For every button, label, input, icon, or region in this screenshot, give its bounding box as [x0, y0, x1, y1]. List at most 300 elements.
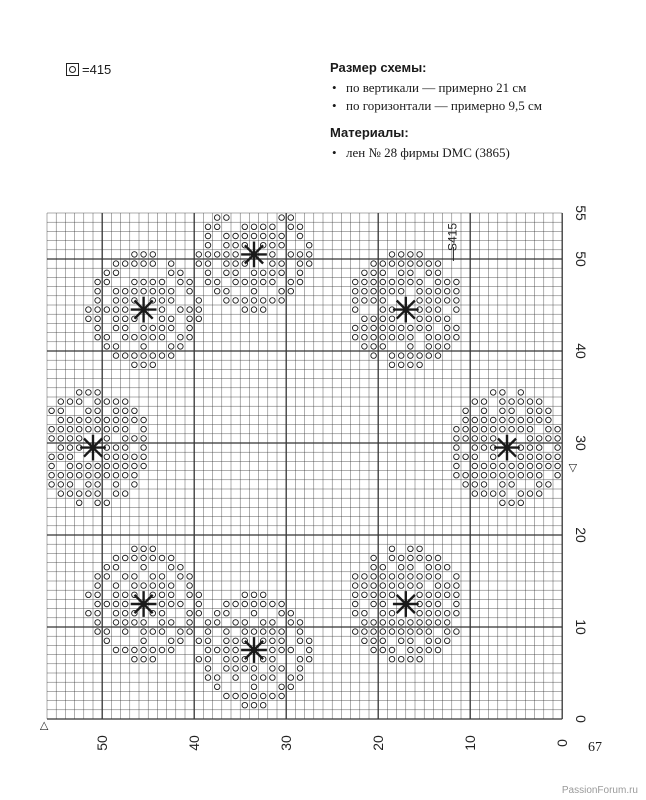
stitch-mark [168, 638, 174, 644]
stitch-mark [426, 620, 432, 626]
stitch-mark [398, 629, 404, 635]
stitch-mark [260, 270, 266, 276]
stitch-mark [233, 252, 239, 258]
stitch-mark [417, 252, 423, 258]
stitch-mark [58, 482, 64, 488]
stitch-mark [481, 445, 487, 451]
stitch-mark [168, 353, 174, 359]
stitch-mark [224, 288, 230, 294]
stitch-mark [371, 298, 377, 304]
stitch-mark [435, 574, 441, 580]
stitch-mark [536, 472, 542, 478]
stitch-mark [490, 426, 496, 432]
stitch-mark [95, 316, 101, 322]
stitch-mark [500, 482, 506, 488]
stitch-mark [435, 638, 441, 644]
stitch-mark [251, 270, 257, 276]
materials-item: • лен № 28 фирмы DMC (3865) [330, 144, 630, 162]
stitch-mark [150, 279, 156, 285]
stitch-mark [122, 261, 128, 267]
stitch-mark [168, 270, 174, 276]
stitch-mark [417, 574, 423, 580]
stitch-mark [251, 702, 257, 708]
stitch-mark [509, 426, 515, 432]
stitch-mark [159, 307, 165, 313]
stitch-mark [408, 252, 414, 258]
stitch-mark [251, 298, 257, 304]
stitch-mark [104, 417, 110, 423]
bottom-axis-label: 30 [278, 735, 295, 751]
stitch-mark [371, 583, 377, 589]
stitch-mark [546, 408, 552, 414]
stitch-mark [389, 647, 395, 653]
stitch-mark [113, 647, 119, 653]
stitch-mark [362, 334, 368, 340]
stitch-mark [518, 417, 524, 423]
stitch-mark [150, 288, 156, 294]
stitch-mark [104, 344, 110, 350]
stitch-mark [104, 270, 110, 276]
stitch-mark [435, 334, 441, 340]
stitch-mark [178, 344, 184, 350]
stitch-mark [352, 574, 358, 580]
stitch-mark [454, 325, 460, 331]
stitch-mark [472, 491, 478, 497]
stitch-mark [490, 454, 496, 460]
stitch-mark [509, 472, 515, 478]
stitch-mark [224, 638, 230, 644]
stitch-mark [178, 629, 184, 635]
stitch-mark [555, 436, 561, 442]
right-axis-label: 40 [573, 343, 590, 359]
stitch-mark [536, 417, 542, 423]
stitch-mark [132, 252, 138, 258]
stitch-mark [371, 270, 377, 276]
stitch-mark [389, 629, 395, 635]
stitch-mark [536, 436, 542, 442]
stitch-mark [279, 684, 285, 690]
stitch-mark [444, 316, 450, 322]
stitch-mark [95, 307, 101, 313]
stitch-mark [509, 399, 515, 405]
stitch-mark [270, 261, 276, 267]
right-axis-label: 30 [573, 435, 590, 451]
stitch-mark [546, 463, 552, 469]
stitch-mark [389, 583, 395, 589]
stitch-mark [536, 482, 542, 488]
stitch-mark [408, 629, 414, 635]
stitch-mark [389, 279, 395, 285]
stitch-mark [168, 564, 174, 570]
stitch-mark [260, 298, 266, 304]
stitch-mark [95, 601, 101, 607]
stitch-mark [398, 620, 404, 626]
stitch-mark [168, 316, 174, 322]
stitch-mark [196, 252, 202, 258]
stitch-mark [546, 426, 552, 432]
stitch-mark [380, 610, 386, 616]
stitch-mark [178, 574, 184, 580]
stitch-mark [242, 666, 248, 672]
stitch-mark [417, 316, 423, 322]
stitch-mark [389, 325, 395, 331]
stitch-mark [150, 353, 156, 359]
stitch-mark [178, 601, 184, 607]
stitch-mark [260, 592, 266, 598]
stitch-mark [297, 224, 303, 230]
stitch-mark [159, 555, 165, 561]
stitch-mark [214, 684, 220, 690]
stitch-mark [260, 620, 266, 626]
stitch-mark [224, 298, 230, 304]
stitch-mark [417, 592, 423, 598]
stitch-mark [122, 629, 128, 635]
stitch-mark [233, 270, 239, 276]
stitch-mark [214, 647, 220, 653]
stitch-mark [178, 279, 184, 285]
materials-heading: Материалы: [330, 125, 409, 140]
stitch-mark [224, 610, 230, 616]
stitch-mark [279, 693, 285, 699]
stitch-mark [435, 555, 441, 561]
stitch-mark [242, 693, 248, 699]
stitch-mark [426, 647, 432, 653]
stitch-mark [417, 656, 423, 662]
stitch-mark [352, 298, 358, 304]
stitch-mark [113, 564, 119, 570]
stitch-mark [380, 261, 386, 267]
stitch-mark [113, 325, 119, 331]
stitch-mark [408, 555, 414, 561]
stitch-mark [435, 353, 441, 359]
stitch-mark [242, 307, 248, 313]
stitch-mark [95, 500, 101, 506]
stitch-mark [270, 675, 276, 681]
stitch-mark [251, 666, 257, 672]
stitch-mark [260, 693, 266, 699]
stitch-mark [205, 270, 211, 276]
stitch-mark [371, 629, 377, 635]
stitch-mark [150, 583, 156, 589]
stitch-mark [122, 353, 128, 359]
stitch-mark [454, 574, 460, 580]
stitch-mark [500, 463, 506, 469]
stitch-mark [352, 610, 358, 616]
stitch-mark [454, 463, 460, 469]
stitch-mark [196, 261, 202, 267]
stitch-mark [86, 307, 92, 313]
stitch-mark [481, 417, 487, 423]
stitch-mark [426, 270, 432, 276]
stitch-mark [205, 242, 211, 248]
stitch-mark [362, 592, 368, 598]
stitch-mark [546, 454, 552, 460]
stitch-mark [95, 417, 101, 423]
stitch-mark [527, 399, 533, 405]
stitch-mark [150, 546, 156, 552]
stitch-mark [380, 288, 386, 294]
stitch-mark [132, 555, 138, 561]
stitch-mark [500, 390, 506, 396]
stitch-mark [371, 325, 377, 331]
stitch-mark [242, 224, 248, 230]
stitch-mark [113, 426, 119, 432]
stitch-mark [95, 629, 101, 635]
stitch-mark [67, 445, 73, 451]
stitch-mark [132, 417, 138, 423]
stitch-mark [187, 316, 193, 322]
stitch-mark [490, 417, 496, 423]
stitch-mark [444, 279, 450, 285]
stitch-mark [205, 620, 211, 626]
stitch-mark [435, 610, 441, 616]
stitch-mark [187, 288, 193, 294]
stitch-mark [463, 472, 469, 478]
stitch-mark [527, 445, 533, 451]
stitch-mark [454, 334, 460, 340]
stitch-mark [518, 454, 524, 460]
stitch-mark [380, 344, 386, 350]
stitch-mark [454, 601, 460, 607]
stitch-mark [141, 436, 147, 442]
stitch-mark [389, 620, 395, 626]
stitch-mark [380, 325, 386, 331]
stitch-mark [150, 334, 156, 340]
stitch-mark [527, 408, 533, 414]
stitch-mark [150, 647, 156, 653]
stitch-mark [380, 638, 386, 644]
stitch-mark [454, 426, 460, 432]
stitch-mark [527, 472, 533, 478]
stitch-mark [67, 463, 73, 469]
stitch-mark [297, 620, 303, 626]
stitch-mark [288, 620, 294, 626]
stitch-mark [205, 252, 211, 258]
stitch-mark [279, 288, 285, 294]
stitch-mark [113, 583, 119, 589]
stitch-mark [380, 334, 386, 340]
stitch-mark [454, 592, 460, 598]
stitch-mark [187, 334, 193, 340]
stitch-mark [270, 666, 276, 672]
stitch-mark [196, 307, 202, 313]
stitch-mark [95, 325, 101, 331]
stitch-mark [95, 390, 101, 396]
stitch-mark [463, 417, 469, 423]
stitch-mark [371, 592, 377, 598]
stitch-mark [113, 307, 119, 313]
stitch-mark [500, 472, 506, 478]
stitch-mark [141, 353, 147, 359]
stitch-mark [454, 307, 460, 313]
stitch-mark [426, 261, 432, 267]
stitch-mark [242, 592, 248, 598]
stitch-mark [426, 334, 432, 340]
stitch-mark [168, 647, 174, 653]
watermark: PassionForum.ru [561, 785, 638, 796]
stitch-mark [362, 325, 368, 331]
stitch-mark [168, 261, 174, 267]
stitch-mark [251, 307, 257, 313]
stitch-mark [95, 334, 101, 340]
stitch-mark [132, 436, 138, 442]
stitch-mark [122, 288, 128, 294]
stitch-mark [242, 298, 248, 304]
stitch-mark [518, 390, 524, 396]
stitch-mark [435, 620, 441, 626]
stitch-mark [104, 463, 110, 469]
stitch-mark [398, 334, 404, 340]
stitch-mark [187, 610, 193, 616]
stitch-mark [380, 564, 386, 570]
stitch-mark [527, 491, 533, 497]
stitch-mark [104, 500, 110, 506]
stitch-mark [454, 454, 460, 460]
stitch-mark [481, 436, 487, 442]
stitch-mark [555, 426, 561, 432]
stitch-mark [297, 638, 303, 644]
stitch-mark [104, 307, 110, 313]
stitch-mark [352, 288, 358, 294]
stitch-mark [398, 325, 404, 331]
stitch-mark [141, 583, 147, 589]
stitch-mark [104, 279, 110, 285]
stitch-mark [187, 307, 193, 313]
stitch-mark [113, 288, 119, 294]
stitch-mark [104, 629, 110, 635]
right-axis-label: 0 [573, 715, 590, 723]
stitch-mark [408, 647, 414, 653]
stitch-mark [251, 224, 257, 230]
stitch-mark [306, 638, 312, 644]
stitch-mark [527, 463, 533, 469]
stitch-mark [159, 353, 165, 359]
stitch-mark [224, 647, 230, 653]
stitch-mark [122, 454, 128, 460]
stitch-mark [472, 454, 478, 460]
stitch-mark [113, 555, 119, 561]
stitch-mark [95, 574, 101, 580]
stitch-mark [536, 454, 542, 460]
stitch-mark [389, 574, 395, 580]
stitch-mark [132, 482, 138, 488]
stitch-mark [251, 684, 257, 690]
stitch-mark [233, 638, 239, 644]
stitch-mark [224, 270, 230, 276]
stitch-mark [279, 629, 285, 635]
stitch-mark [132, 656, 138, 662]
stitch-mark [132, 353, 138, 359]
stitch-mark [205, 261, 211, 267]
stitch-mark [306, 242, 312, 248]
stitch-mark [224, 656, 230, 662]
stitch-mark [132, 574, 138, 580]
stitch-mark [260, 601, 266, 607]
stitch-mark [306, 252, 312, 258]
stitch-mark [352, 334, 358, 340]
stitch-mark [224, 629, 230, 635]
stitch-mark [481, 426, 487, 432]
backstitch-label: S415 [445, 223, 460, 252]
stitch-mark [95, 408, 101, 414]
stitch-mark [159, 647, 165, 653]
stitch-mark [132, 454, 138, 460]
right-axis-label: 10 [573, 619, 590, 635]
stitch-mark [352, 307, 358, 313]
stitch-mark [168, 288, 174, 294]
stitch-mark [95, 288, 101, 294]
stitch-mark [141, 546, 147, 552]
stitch-mark [159, 325, 165, 331]
stitch-mark [380, 574, 386, 580]
stitch-mark [242, 279, 248, 285]
stitch-mark [352, 279, 358, 285]
stitch-mark [67, 436, 73, 442]
stitch-mark [251, 233, 257, 239]
stitch-mark [86, 463, 92, 469]
stitch-mark [536, 463, 542, 469]
stitch-mark [49, 472, 55, 478]
stitch-mark [371, 344, 377, 350]
stitch-mark [122, 445, 128, 451]
stitch-mark [260, 629, 266, 635]
stitch-mark [270, 601, 276, 607]
stitch-mark [132, 647, 138, 653]
stitch-mark [132, 408, 138, 414]
stitch-mark [279, 270, 285, 276]
stitch-mark [168, 344, 174, 350]
stitch-mark [76, 417, 82, 423]
stitch-mark [95, 610, 101, 616]
stitch-mark [279, 638, 285, 644]
stitch-mark [371, 647, 377, 653]
stitch-mark [95, 279, 101, 285]
stitch-mark [104, 399, 110, 405]
stitch-mark [251, 279, 257, 285]
stitch-mark [279, 298, 285, 304]
stitch-mark [260, 279, 266, 285]
stitch-mark [141, 629, 147, 635]
stitch-mark [122, 325, 128, 331]
stitch-mark [408, 546, 414, 552]
stitch-mark [398, 638, 404, 644]
stitch-mark [122, 472, 128, 478]
stitch-mark [380, 279, 386, 285]
stitch-mark [122, 307, 128, 313]
stitch-mark [141, 454, 147, 460]
stitch-mark [362, 279, 368, 285]
stitch-mark [398, 574, 404, 580]
stitch-mark [251, 675, 257, 681]
stitch-mark [104, 638, 110, 644]
stitch-mark [76, 491, 82, 497]
stitch-mark [168, 583, 174, 589]
stitch-mark [122, 399, 128, 405]
stitch-mark [444, 344, 450, 350]
stitch-mark [214, 215, 220, 221]
stitch-mark [454, 288, 460, 294]
stitch-mark [86, 426, 92, 432]
stitch-mark [417, 583, 423, 589]
stitch-mark [113, 417, 119, 423]
stitch-mark [352, 601, 358, 607]
stitch-mark [444, 610, 450, 616]
stitch-mark [205, 224, 211, 230]
stitch-mark [95, 620, 101, 626]
stitch-mark [481, 408, 487, 414]
stitch-mark [279, 610, 285, 616]
stitch-mark [454, 583, 460, 589]
